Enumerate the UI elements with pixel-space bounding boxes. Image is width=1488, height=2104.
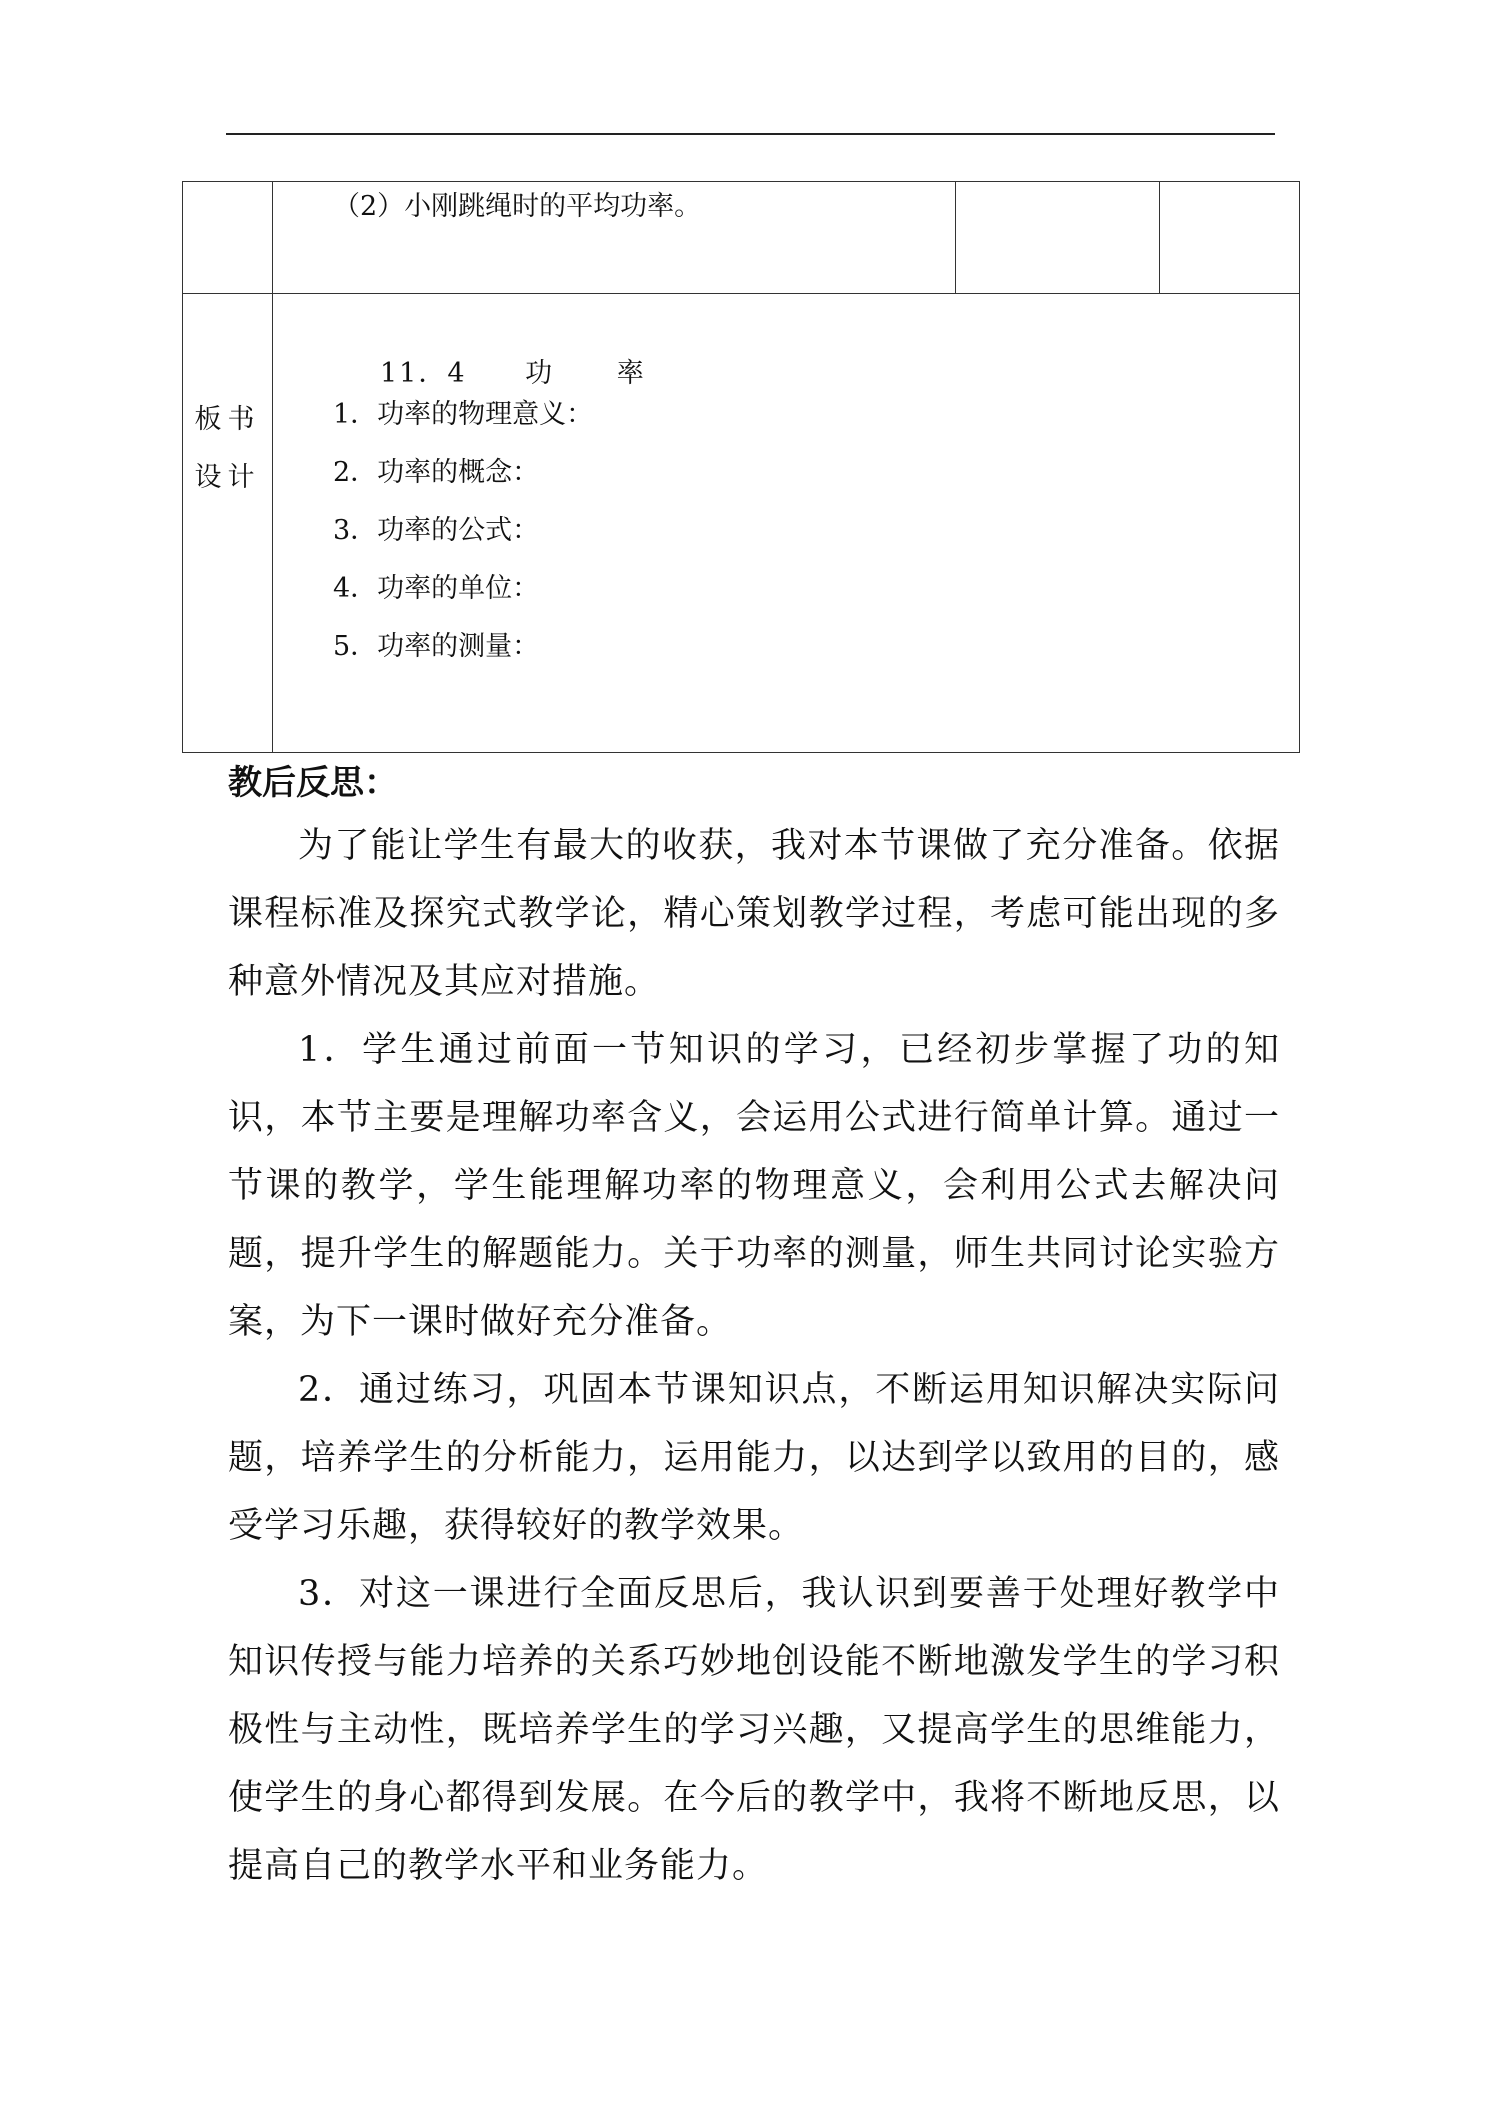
reflection-paragraph: 1．学生通过前面一节知识的学习，已经初步掌握了功的知识，本节主要是理解功率含义，会运用公式进行简单计算。通过一节课的教学，学生能理解功率的物理意义，会利用公式去解决问题，提升学生的解题能力。关于功率的测量，师生共同讨论实验方案，为下一课时做好充分准备。 [228,1030,1280,1342]
exercise-question-text: （2）小刚跳绳时的平均功率。 [333,191,702,222]
column-divider-3 [955,182,956,293]
reflection-heading: 教后反思： [228,763,398,803]
board-design-label-line2: 设计 [194,462,261,493]
board-outline-item: 4．功率的单位： [333,573,540,604]
row-divider [183,293,1299,294]
column-divider-4 [1159,182,1160,293]
board-outline-item: 2．功率的概念： [333,457,540,488]
board-design-label [183,391,272,507]
header-rule [226,133,1275,135]
board-outline-item: 3．功率的公式： [333,515,540,546]
board-title-word-1: 功 [525,358,555,389]
reflection-paragraph: 3．对这一课进行全面反思后，我认识到要善于处理好教学中知识传授与能力培养的关系巧妙地创设能不断地激发学生的学习积极性与主动性，既培养学生的学习兴趣，又提高学生的思维能力，使学生的身心都得到发展。在今后的教学中，我将不断地反思，以提高自己的教学水平和业务能力。 [228,1574,1280,1886]
board-outline-item: 1．功率的物理意义： [333,399,594,430]
lesson-plan-table [182,181,1300,753]
board-outline-list [333,386,593,676]
board-title-number: 11．4 [380,358,467,389]
reflection-paragraph: 为了能让学生有最大的收获，我对本节课做了充分准备。依据课程标准及探究式教学论，精心策划教学过程，考虑可能出现的多种意外情况及其应对措施。 [228,826,1280,1002]
board-title-word-2: 率 [616,358,646,389]
board-outline-item: 5．功率的测量： [333,631,540,662]
board-design-label-line1: 板书 [194,404,261,435]
reflection-body [228,812,1280,1900]
board-title [380,351,646,390]
reflection-paragraph: 2．通过练习，巩固本节课知识点，不断运用知识解决实际问题，培养学生的分析能力，运用能力，以达到学以致用的目的，感受学习乐趣，获得较好的教学效果。 [228,1370,1280,1546]
label-column-divider [272,182,273,752]
